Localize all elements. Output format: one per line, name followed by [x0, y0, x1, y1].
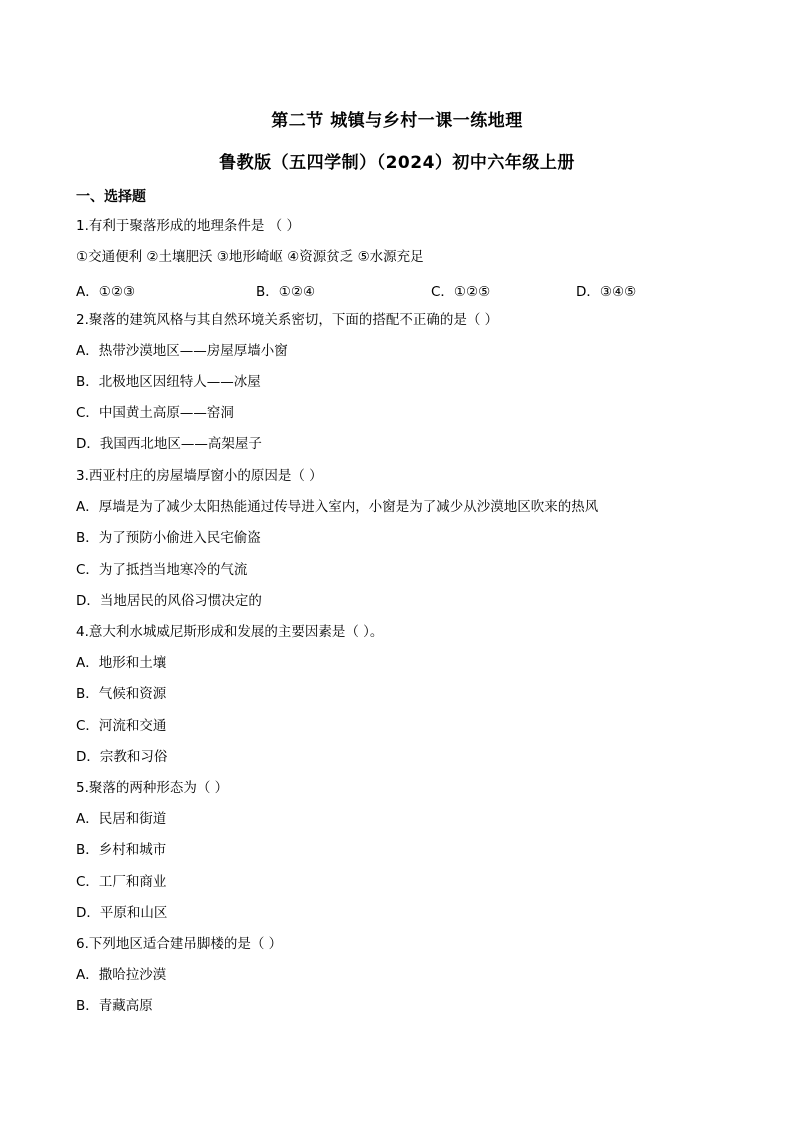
question-4-option-a: A．地形和土壤 [76, 655, 167, 671]
question-4-option-c: C．河流和交通 [76, 718, 167, 734]
question-4-option-b: B．气候和资源 [76, 686, 167, 702]
document-subtitle: 鲁教版（五四学制）（2024）初中六年级上册 [219, 153, 575, 173]
question-1-option-d: D．③④⑤ [576, 284, 637, 300]
question-1-conditions: ①交通便利 ②土壤肥沃 ③地形崎岖 ④资源贫乏 ⑤水源充足 [76, 249, 424, 265]
question-3-option-d: D．当地居民的风俗习惯决定的 [76, 593, 262, 609]
question-3-stem: 3.西亚村庄的房屋墙厚窗小的原因是（ ） [76, 468, 323, 484]
question-5-stem: 5.聚落的两种形态为（ ） [76, 780, 229, 796]
question-5-option-c: C．工厂和商业 [76, 874, 167, 890]
section-heading: 一、选择题 [76, 189, 146, 205]
question-5-option-d: D．平原和山区 [76, 905, 168, 921]
question-3-option-a: A．厚墙是为了减少太阳热能通过传导进入室内，小窗是为了减少从沙漠地区吹来的热风 [76, 499, 599, 515]
question-3-option-c: C．为了抵挡当地寒冷的气流 [76, 562, 248, 578]
question-1-option-c: C．①②⑤ [431, 284, 491, 300]
question-2-option-b: B．北极地区因纽特人——冰屋 [76, 374, 261, 390]
question-2-option-d: D．我国西北地区——高架屋子 [76, 436, 262, 452]
question-6-stem: 6.下列地区适合建吊脚楼的是（ ） [76, 936, 283, 952]
question-2-option-a: A．热带沙漠地区——房屋厚墙小窗 [76, 343, 288, 359]
question-4-stem: 4.意大利水城威尼斯形成和发展的主要因素是（ ）。 [76, 624, 384, 640]
question-1-option-a: A．①②③ [76, 284, 136, 300]
question-2-option-c: C．中国黄土高原——窑洞 [76, 405, 234, 421]
question-6-option-a: A．撒哈拉沙漠 [76, 967, 167, 983]
question-4-option-d: D．宗教和习俗 [76, 749, 168, 765]
question-5-option-b: B．乡村和城市 [76, 842, 167, 858]
question-3-option-b: B．为了预防小偷进入民宅偷盗 [76, 530, 261, 546]
question-1-option-b: B．①②④ [256, 284, 316, 300]
question-1-stem: 1.有利于聚落形成的地理条件是 （ ） [76, 218, 300, 234]
question-6-option-b: B．青藏高原 [76, 998, 153, 1014]
question-2-stem: 2.聚落的建筑风格与其自然环境关系密切，下面的搭配不正确的是（ ） [76, 312, 499, 328]
question-5-option-a: A．民居和街道 [76, 811, 167, 827]
document-title: 第二节 城镇与乡村一课一练地理 [271, 111, 523, 131]
question-1-options [76, 280, 716, 298]
